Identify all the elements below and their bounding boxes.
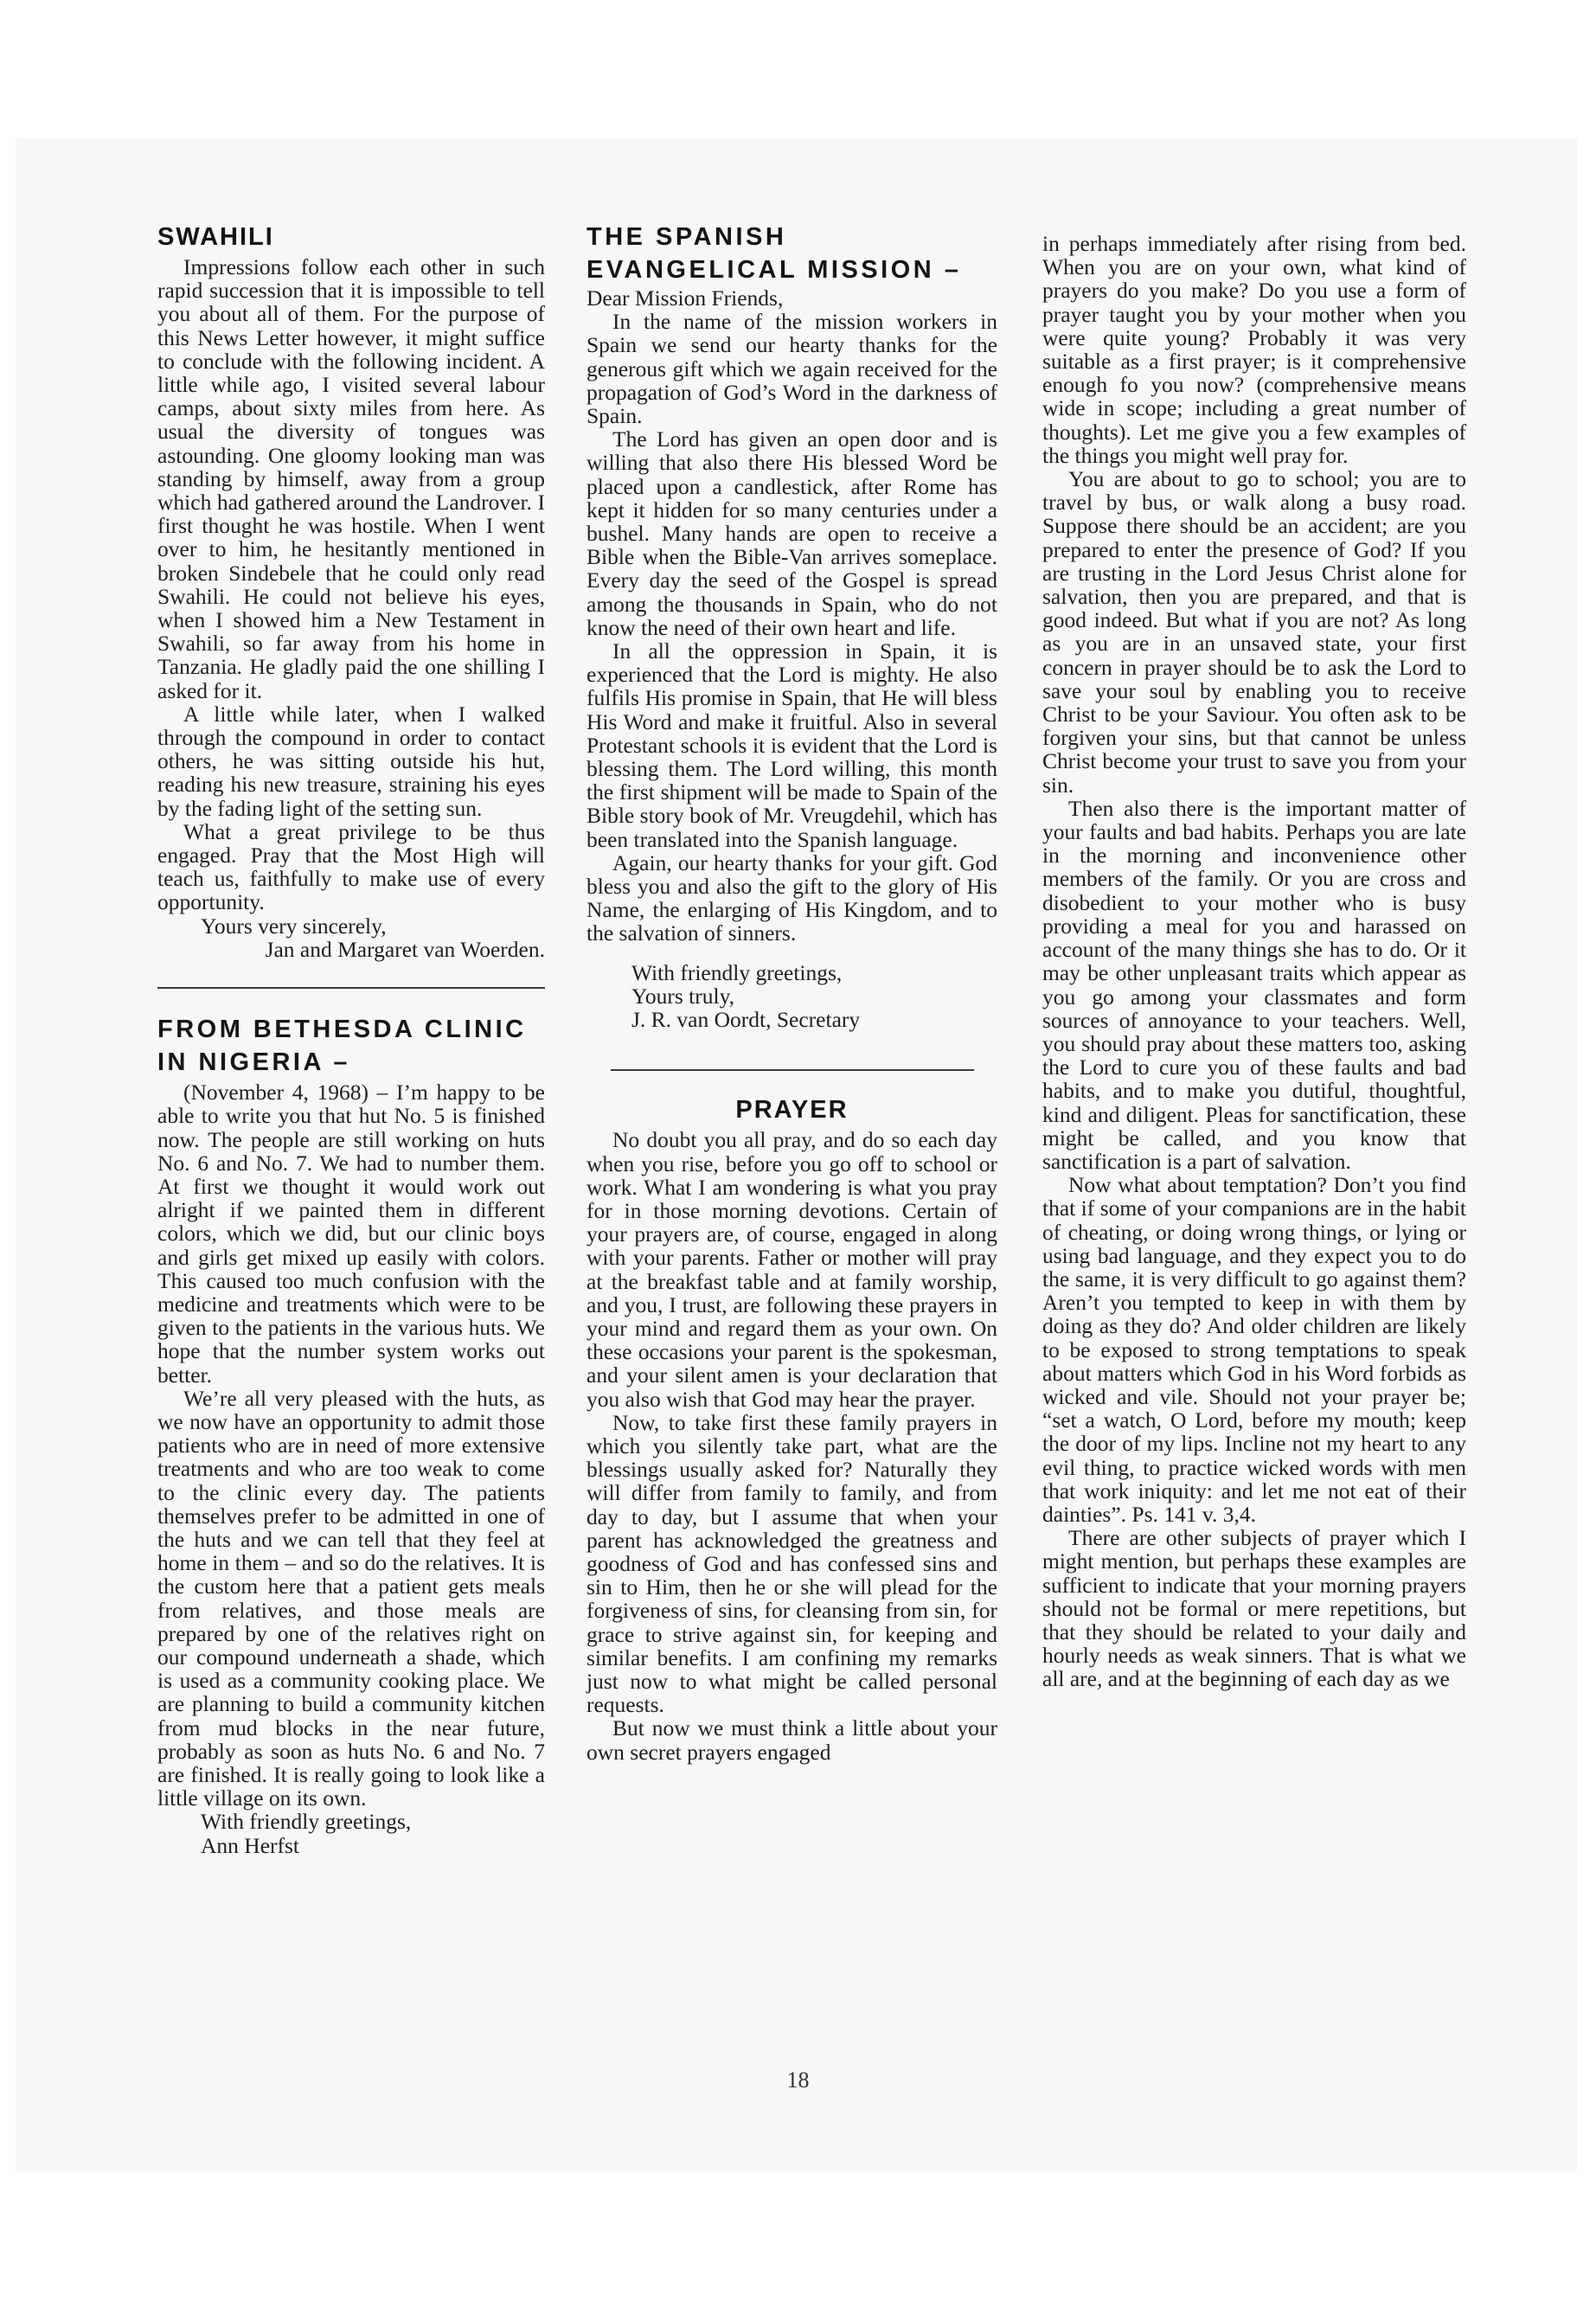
section-divider-middle [611, 1069, 974, 1071]
prayer-paragraph-2: Now, to take first these family prayers in which you silently take part, what are the blessings usually asked for? Naturally they will differ from family to family, and from day to day, but I assume that when your parent has acknowledged the greatness and goodness of God and has confessed sins and sin to Him, then he or she will plead for the forgiveness of sins, for cleansing from sin, for grace to strive against sin, for keeping and similar benefits. I am confining my remarks just now to what might be called personal requests. [586, 1409, 997, 1718]
prayer-paragraph-3: But now we must think a little about your own secret prayers engaged [586, 1715, 997, 1765]
bethesda-closing: With friendly greetings, [201, 1809, 412, 1835]
column-right [1042, 232, 1466, 1691]
swahili-paragraph-3: What a great privilege to be thus engaged. Pray that the Most High will teach us, faithfully to make use of every opportunity. [157, 818, 545, 915]
spanish-mission-greeting: With friendly greetings, [631, 959, 843, 985]
swahili-heading: SWAHILI [157, 223, 274, 251]
page-number: 18 [786, 2067, 810, 2093]
spanish-mission-valediction: Yours truly, [631, 983, 735, 1009]
column-middle [586, 221, 997, 1764]
prayer-paragraph-5: Then also there is the important matter of your faults and bad habits. Perhaps you are late in the morning and inconvenience other members of the family. Or you are cross and disobedient to your mother who is busy providing a meal for you and harassed on account of the many things she has to do. Or it may be other unpleasant traits which appear as you go among your classmates and form sources of annoyance to your teachers. Well, you should pray about these matters too, asking the Lord to cure you of these faults and bad habits, and to make you dutiful, thoughtful, kind and diligent. Pleas for sanctification, these might be called, and you know that sanctification is a part of salvation. [1042, 795, 1466, 1174]
spanish-mission-paragraph-4: Again, our hearty thanks for your gift. God bless you and also the gift to the glory of His Name, the enlarging of His Kingdom, and to the salvation of sinners. [586, 849, 997, 946]
bethesda-signature: Ann Herfst [201, 1832, 300, 1858]
spanish-mission-signature: J. R. van Oordt, Secretary [631, 1007, 861, 1033]
column-left [157, 221, 545, 1857]
swahili-paragraph-2: A little while later, when I walked through the compound in order to contact others, he was sitting outside his hut, reading his new treasure, straining his eyes by the fading light of the setting sun. [157, 701, 545, 821]
spanish-mission-sign-off [586, 961, 997, 1032]
prayer-paragraph-4: You are about to go to school; you are to travel by bus, or walk along a busy road. Suppose there should be an accident; are you prepared to enter the presence of God? If you are trusting in the Lord Jesus Christ alone for salvation, then you are prepared, and that is good indeed. But what if you are not? As long as you are in an unsaved state, your first concern in prayer should be to ask the Lord to save your soul by enabling you to receive Christ to be your Saviour. You often ask to be forgiven your sins, but that cannot be unless Christ become your trust to save you from your sin. [1042, 466, 1466, 798]
bethesda-paragraph-1: (November 4, 1968) – I’m happy to be able to write you that hut No. 5 is finished now. The people are still working on huts No. 6 and No. 7. We had to number them. At first we thought it would work out alright if we painted them in different colors, which we did, but our clinic boys and girls get mixed up easily with colors. This caused too much confusion with the medicine and treatments which were to be given to the patients in the various huts. We hope that the number system works out better. [157, 1080, 545, 1388]
spanish-mission-paragraph-1: In the name of the mission workers in Spain we send our hearty thanks for the generous gift which we again received for the propagation of God’s Word in the darkness of Spain. [586, 309, 997, 429]
swahili-paragraph-1: Impressions follow each other in such rapid succession that it is impossible to tell you about all of them. For the purpose of this News Letter however, it might suffice to conclude with the following incident. A little while ago, I visited several labour camps, about sixty miles from here. As usual the diversity of tongues was astounding. One gloomy looking man was standing by himself, away from a group which had gathered around the Landrover. I first thought he was hostile. When I went over to him, he hesitantly mentioned in broken Sindebele that he could only read Swahili. He could not believe his eyes, when I showed him a New Testament in Swahili, so far away from his home in Tanzania. He gladly paid the one shilling I asked for it. [157, 254, 545, 703]
spanish-mission-heading: THE SPANISH EVANGELICAL MISSION – [586, 223, 962, 284]
bethesda-heading: FROM BETHESDA CLINIC IN NIGERIA – [157, 1016, 527, 1077]
prayer-paragraph-6: Now what about temptation? Don’t you find that if some of your companions are in the habit of cheating, or doing wrong things, or lying or using bad language, and they expect you to do the same, it is very difficult to go against them? Aren’t you tempted to keep in with them by doing as they do? And older children are likely to be exposed to strong temptations to speak about matters which God in his Word forbids as wicked and vile. Should not your prayer be; “set a watch, O Lord, before my mouth; keep the door of my lips. Incline not my heart to any evil thing, to practice wicked words with men that work iniquity: and let me not eat of their dainties”. Ps. 141 v. 3,4. [1042, 1172, 1466, 1527]
spanish-mission-paragraph-2: The Lord has given an open door and is willing that also there His blessed Word be placed upon a candlestick, after Rome has kept it hidden for so many centuries under a bushel. Many hands are open to receive a Bible when the Bible-Van arrives someplace. Every day the seed of the Gospel is spread among the thousands in Spain, who do not know the need of their own heart and life. [586, 426, 997, 640]
prayer-paragraph-7: There are other subjects of prayer which I might mention, but perhaps these examples are sufficient to indicate that your morning prayers should not be formal or mere repetitions, but that they should be related to your daily and hourly needs as weak sinners. That is what we all are, and at the beginning of each day as we [1042, 1525, 1466, 1692]
swahili-closing: Yours very sincerely, [201, 913, 387, 939]
bethesda-paragraph-2: We’re all very pleased with the huts, as we now have an opportunity to admit those patients who are in need of more extensive treatments and who are too weak to come to the clinic every day. The patients themselves prefer to be admitted in one of the huts and we can tell that they feel at home in them – and so do the relatives. It is the custom here that a patient gets meals from relatives, and those meals are prepared by one of the relatives right on our compound underneath a shade, which is used as a community cooking place. We are planning to build a community kitchen from mud blocks in the near future, probably as soon as huts No. 6 and No. 7 are finished. It is really going to look like a little village on its own. [157, 1385, 545, 1811]
prayer-continuation: in perhaps immediately after rising from bed. When you are on your own, what kind of prayers do you make? Do you use a form of prayer taught you by your mother when you were quite young? Probably it was very suitable as a first prayer; is it comprehensive enough fo you now? (comprehensive means wide in scope; including a great number of thoughts). Let me give you a few examples of the things you might well pray for. [1042, 231, 1466, 468]
section-divider-left [157, 987, 545, 989]
spanish-mission-paragraph-3: In all the oppression in Spain, it is experienced that the Lord is mighty. He also fulfils His promise in Spain, that He will bless His Word and make it fruitful. Also in several Protestant schools it is evident that the Lord is blessing them. The Lord willing, this month the first shipment will be made to Spain of the Bible story book of Mr. Vreugdehil, which has been translated into the Spanish language. [586, 638, 997, 852]
swahili-signature: Jan and Margaret van Woerden. [265, 936, 545, 962]
prayer-heading: PRAYER [735, 1096, 849, 1125]
spanish-mission-salutation: Dear Mission Friends, [586, 285, 784, 311]
prayer-paragraph-1: No doubt you all pray, and do so each day when you rise, before you go off to school or work. What I am wondering is what you pray for in those morning devotions. Certain of your prayers are, of course, engaged in along with your parents. Father or mother will pray at the breakfast table and at family worship, and you, I trust, are following these prayers in your mind and regard them as your own. On these occasions your parent is the spokesman, and your silent amen is your declaration that you also wish that God may hear the prayer. [586, 1127, 997, 1412]
